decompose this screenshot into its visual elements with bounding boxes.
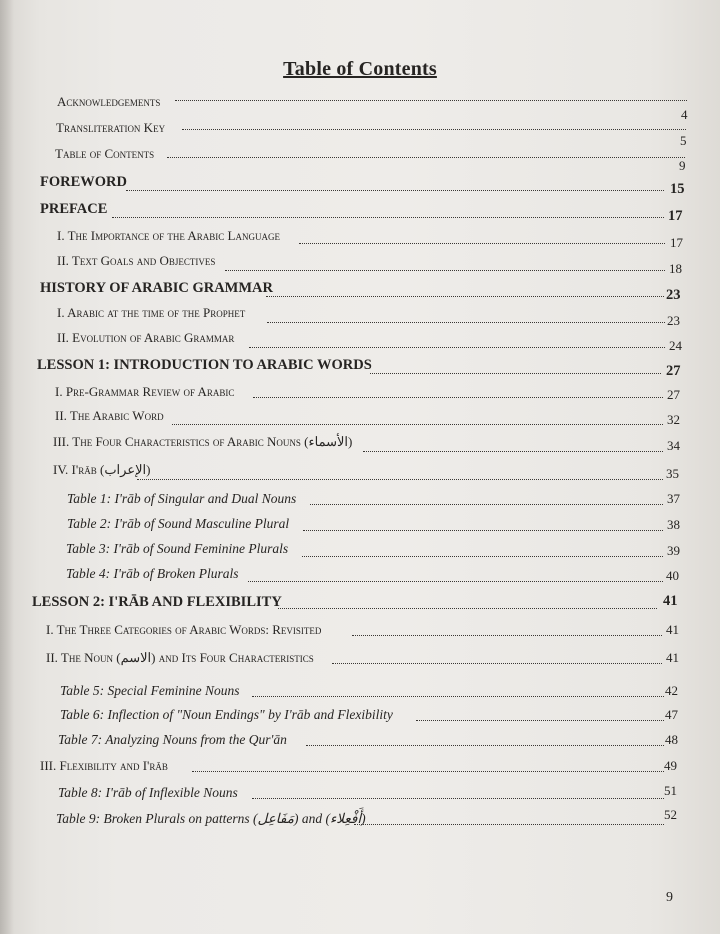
toc-entry (57, 88, 688, 122)
toc-entry-title: HISTORY OF ARABIC GRAMMAR (40, 280, 273, 296)
leader-dots (225, 270, 665, 271)
leader-dots (303, 530, 663, 531)
toc-entry-page: 48 (665, 732, 678, 747)
toc-entry-page: 47 (665, 707, 678, 722)
toc-entry-title: Acknowledgements (57, 94, 161, 109)
leader-dots (252, 798, 664, 799)
toc-entry-title: Table of Contents (55, 146, 155, 161)
toc-entry-page: 51 (664, 783, 677, 798)
leader-dots (310, 504, 663, 505)
toc-entry-page: 35 (666, 466, 679, 481)
toc-entry-page: 41 (663, 593, 678, 609)
leader-dots (352, 635, 662, 636)
toc-entry (55, 402, 685, 427)
toc-entry-page: 32 (667, 412, 680, 427)
toc-entry (57, 299, 687, 328)
toc-entry (66, 560, 685, 582)
toc-entry-title: II. Evolution of Arabic Grammar (57, 330, 235, 345)
toc-entry (60, 701, 686, 723)
toc-entry (46, 644, 686, 666)
leader-dots (299, 243, 665, 244)
toc-entry-page: 17 (668, 208, 683, 224)
toc-entry-page: 52 (664, 807, 677, 822)
toc-entry (60, 677, 686, 699)
leader-dots (416, 720, 664, 721)
toc-entry-title: Table 4: I'rāb of Broken Plurals (66, 566, 239, 581)
toc-entry-page: 18 (669, 261, 682, 276)
toc-entry-page: 49 (664, 758, 677, 773)
toc-entry (37, 350, 687, 379)
toc-entry-title: I. Pre-Grammar Review of Arabic (55, 384, 235, 399)
toc-entry-title: Table 8: I'rāb of Inflexible Nouns (58, 785, 238, 800)
leader-dots (137, 479, 663, 480)
toc-entry-page: 41 (666, 650, 679, 665)
toc-entry (56, 805, 686, 827)
toc-entry-title: III. The Four Characteristics of Arabic Nouns (الأسماء) (53, 434, 353, 449)
toc-entry-title: Table 7: Analyzing Nouns from the Qur'ān (58, 732, 287, 747)
toc-entry-title: Table 1: I'rāb of Singular and Dual Nouns (67, 491, 297, 506)
toc-entry-page: 37 (667, 491, 680, 506)
toc-entry-title: I. The Importance of the Arabic Language (57, 228, 280, 243)
toc-entry-page: 23 (667, 313, 680, 328)
toc-entry-title: LESSON 2: I'RĀB AND FLEXIBILITY (32, 594, 282, 610)
page-number: 9 (666, 890, 673, 905)
leader-dots (370, 373, 661, 374)
toc-entry (57, 324, 687, 353)
leader-dots (306, 745, 664, 746)
toc-entry-page: 41 (666, 622, 679, 637)
toc-entry-page: 40 (666, 568, 679, 583)
toc-entry-title: LESSON 1: INTRODUCTION TO ARABIC WORDS (37, 357, 372, 373)
toc-entry-page: 15 (670, 181, 685, 197)
leader-dots (363, 451, 663, 452)
leader-dots (182, 129, 686, 130)
leader-dots (302, 556, 663, 557)
toc-entry-title: Table 3: I'rāb of Sound Feminine Plurals (66, 541, 289, 556)
toc-entry-title: II. The Noun (الاسم) and Its Four Characteristics (46, 650, 314, 665)
toc-entry-page: 4 (681, 107, 688, 122)
toc-entry-page: 17 (670, 235, 683, 250)
toc-entry-title: II. Text Goals and Objectives (57, 253, 216, 268)
toc-entry (58, 726, 686, 748)
toc-entry-page: 38 (667, 517, 680, 532)
leader-dots (354, 824, 664, 825)
toc-entry-title: I. Arabic at the time of the Prophet (57, 305, 246, 320)
toc-entry (40, 273, 686, 303)
leader-dots (167, 157, 685, 158)
toc-entry-page: 5 (680, 133, 687, 148)
leader-dots (252, 696, 664, 697)
toc-entry-title: FOREWORD (40, 174, 127, 190)
page-title: Table of Contents (283, 58, 437, 80)
toc-entry-title: Transliteration Key (56, 120, 166, 135)
leader-dots (112, 217, 664, 218)
leader-dots (249, 347, 665, 348)
toc-entry-title: Table 5: Special Feminine Nouns (60, 683, 240, 698)
toc-entry-page: 42 (665, 683, 678, 698)
toc-entry-page: 39 (667, 543, 680, 558)
toc-entry-page: 9 (679, 158, 686, 173)
leader-dots (267, 322, 665, 323)
leader-dots (278, 608, 657, 609)
toc-entry (40, 167, 686, 197)
leader-dots (192, 771, 664, 772)
toc-entry-title: PREFACE (40, 201, 108, 217)
leader-dots (248, 581, 663, 582)
toc-entry (67, 485, 685, 507)
leader-dots (126, 190, 664, 191)
toc-entry (57, 222, 687, 250)
toc-entry (66, 535, 685, 557)
toc-entry (53, 428, 685, 453)
toc-entry-page: 24 (669, 338, 682, 353)
toc-entry (55, 378, 685, 400)
toc-entry-page: 34 (667, 438, 680, 453)
toc-entry-title: Table 2: I'rāb of Sound Masculine Plural (67, 516, 290, 531)
toc-entry (40, 194, 686, 224)
toc-entry (32, 587, 687, 611)
toc-entry (56, 114, 687, 148)
toc-entry (58, 779, 686, 801)
leader-dots (332, 663, 662, 664)
toc-entry (67, 510, 685, 532)
toc-entry (46, 616, 686, 638)
toc-entry-title: II. The Arabic Word (55, 408, 164, 423)
toc-entry-page: 27 (667, 387, 680, 402)
toc-entry (40, 752, 686, 774)
toc-entry (55, 140, 686, 173)
toc-entry-title: Table 6: Inflection of "Noun Endings" by I'rāb and Flexibility (60, 707, 393, 722)
leader-dots (253, 397, 663, 398)
toc-entry-title: III. Flexibility and I'rāb (40, 758, 168, 773)
toc-entry-title: Table 9: Broken Plurals on patterns (مَفَاعِل) and (أَفْعِلاء) (56, 811, 366, 826)
toc-entry (57, 247, 687, 276)
toc-entry-page: 27 (666, 363, 681, 379)
leader-dots (266, 296, 664, 297)
leader-dots (175, 100, 687, 101)
leader-dots (172, 424, 663, 425)
toc-entry-title: I. The Three Categories of Arabic Words: Revisited (46, 622, 322, 637)
toc-entry-page: 23 (666, 287, 681, 303)
toc-entry (53, 456, 685, 481)
toc-entry-title: IV. I'rāb (الإعراب) (53, 462, 151, 477)
